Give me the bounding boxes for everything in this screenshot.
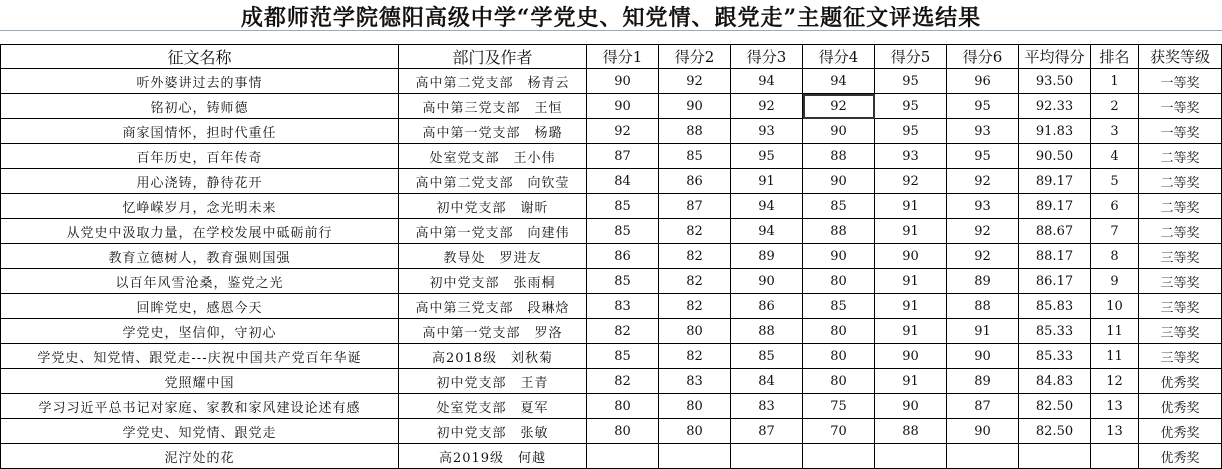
- cell-score5[interactable]: 95: [875, 69, 947, 94]
- cell-award[interactable]: 优秀奖: [1139, 394, 1222, 419]
- header-row: [1, 45, 1222, 69]
- cell-score2[interactable]: 80: [659, 394, 731, 419]
- cell-score3[interactable]: 86: [731, 294, 803, 319]
- cell-score6[interactable]: 95: [947, 94, 1019, 119]
- table-row: [1, 319, 1222, 344]
- cell-award[interactable]: 三等奖: [1139, 319, 1222, 344]
- cell-dept-author[interactable]: 高中第二党支部 向钦莹: [399, 169, 587, 194]
- cell-score6[interactable]: [947, 444, 1019, 469]
- cell-score2[interactable]: 92: [659, 69, 731, 94]
- cell-average[interactable]: 84.83: [1019, 369, 1091, 394]
- cell-score6[interactable]: 96: [947, 69, 1019, 94]
- table-row: [1, 219, 1222, 244]
- cell-score3[interactable]: 88: [731, 319, 803, 344]
- cell-score2[interactable]: 82: [659, 294, 731, 319]
- cell-score4[interactable]: 94: [803, 69, 875, 94]
- cell-award[interactable]: 优秀奖: [1139, 444, 1222, 469]
- cell-title[interactable]: 百年历史，百年传奇: [1, 144, 399, 169]
- cell-title[interactable]: 学党史，坚信仰，守初心: [1, 319, 399, 344]
- cell-score6[interactable]: 90: [947, 419, 1019, 444]
- cell-score5[interactable]: 92: [875, 169, 947, 194]
- cell-score2[interactable]: 82: [659, 344, 731, 369]
- cell-dept-author[interactable]: 处室党支部 夏军: [399, 394, 587, 419]
- cell-score6[interactable]: 93: [947, 194, 1019, 219]
- table-row: [1, 269, 1222, 294]
- cell-score3[interactable]: 94: [731, 69, 803, 94]
- cell-average[interactable]: 85.33: [1019, 344, 1091, 369]
- cell-score4[interactable]: 80: [803, 344, 875, 369]
- cell-score5[interactable]: 88: [875, 419, 947, 444]
- cell-score5[interactable]: 95: [875, 119, 947, 144]
- header-cell-score5[interactable]: 得分5: [875, 45, 947, 69]
- cell-score1[interactable]: 85: [587, 194, 659, 219]
- cell-score3[interactable]: 89: [731, 244, 803, 269]
- cell-score4[interactable]: 80: [803, 319, 875, 344]
- cell-score2[interactable]: 83: [659, 369, 731, 394]
- cell-rank[interactable]: 13: [1091, 394, 1139, 419]
- cell-score6[interactable]: 92: [947, 169, 1019, 194]
- cell-dept-author[interactable]: 初中党支部 谢昕: [399, 194, 587, 219]
- cell-rank[interactable]: 6: [1091, 194, 1139, 219]
- cell-title[interactable]: 听外婆讲过去的事情: [1, 69, 399, 94]
- table-row: [1, 244, 1222, 269]
- cell-average[interactable]: 86.17: [1019, 269, 1091, 294]
- cell-dept-author[interactable]: 高中第三党支部 段琳焓: [399, 294, 587, 319]
- cell-average[interactable]: [1019, 444, 1091, 469]
- header-cell-rank[interactable]: 排名: [1091, 45, 1139, 69]
- cell-title[interactable]: 从党史中汲取力量，在学校发展中砥砺前行: [1, 219, 399, 244]
- cell-rank[interactable]: 4: [1091, 144, 1139, 169]
- cell-score5[interactable]: 91: [875, 269, 947, 294]
- cell-dept-author[interactable]: 初中党支部 张雨桐: [399, 269, 587, 294]
- cell-score1[interactable]: 83: [587, 294, 659, 319]
- cell-rank[interactable]: 8: [1091, 244, 1139, 269]
- cell-title[interactable]: 学习习近平总书记对家庭、家教和家风建设论述有感: [1, 394, 399, 419]
- cell-dept-author[interactable]: 处室党支部 王小伟: [399, 144, 587, 169]
- header-cell-score6[interactable]: 得分6: [947, 45, 1019, 69]
- cell-title[interactable]: 铭初心，铸师德: [1, 94, 399, 119]
- cell-rank[interactable]: 13: [1091, 419, 1139, 444]
- cell-score4[interactable]: 90: [803, 169, 875, 194]
- cell-average[interactable]: 91.83: [1019, 119, 1091, 144]
- cell-average[interactable]: 88.67: [1019, 219, 1091, 244]
- cell-rank[interactable]: 7: [1091, 219, 1139, 244]
- cell-title[interactable]: 回眸党史，感恩今天: [1, 294, 399, 319]
- cell-score3[interactable]: [731, 444, 803, 469]
- cell-score4[interactable]: 70: [803, 419, 875, 444]
- cell-award[interactable]: 三等奖: [1139, 244, 1222, 269]
- cell-dept-author[interactable]: 高中第一党支部 向建伟: [399, 219, 587, 244]
- cell-rank[interactable]: [1091, 444, 1139, 469]
- cell-score4[interactable]: [803, 444, 875, 469]
- cell-score2[interactable]: 87: [659, 194, 731, 219]
- cell-score6[interactable]: 88: [947, 294, 1019, 319]
- cell-score3[interactable]: 94: [731, 219, 803, 244]
- cell-average[interactable]: 90.50: [1019, 144, 1091, 169]
- cell-award[interactable]: 三等奖: [1139, 269, 1222, 294]
- cell-score4[interactable]: 85: [803, 194, 875, 219]
- cell-dept-author[interactable]: 高中第一党支部 罗洛: [399, 319, 587, 344]
- header-cell-award[interactable]: 获奖等级: [1139, 45, 1222, 69]
- cell-score5[interactable]: 91: [875, 319, 947, 344]
- cell-rank[interactable]: 12: [1091, 369, 1139, 394]
- cell-score4[interactable]: 88: [803, 219, 875, 244]
- cell-dept-author[interactable]: 高中第三党支部 王恒: [399, 94, 587, 119]
- cell-score2[interactable]: [659, 444, 731, 469]
- cell-score1[interactable]: 82: [587, 369, 659, 394]
- cell-award[interactable]: 一等奖: [1139, 94, 1222, 119]
- results-table: [0, 44, 1222, 469]
- cell-rank[interactable]: 5: [1091, 169, 1139, 194]
- cell-dept-author[interactable]: 高2018级 刘秋菊: [399, 344, 587, 369]
- cell-score4[interactable]: 90: [803, 244, 875, 269]
- header-cell-dept-author[interactable]: 部门及作者: [399, 45, 587, 69]
- table-row: [1, 69, 1222, 94]
- cell-score1[interactable]: 86: [587, 244, 659, 269]
- cell-dept-author[interactable]: 高2019级 何越: [399, 444, 587, 469]
- cell-score1[interactable]: 87: [587, 144, 659, 169]
- cell-average[interactable]: 89.17: [1019, 194, 1091, 219]
- cell-rank[interactable]: 1: [1091, 69, 1139, 94]
- cell-score2[interactable]: 80: [659, 419, 731, 444]
- table-row: [1, 394, 1222, 419]
- cell-title[interactable]: 泥泞处的花: [1, 444, 399, 469]
- cell-score1[interactable]: 82: [587, 319, 659, 344]
- cell-score3[interactable]: 94: [731, 194, 803, 219]
- cell-average[interactable]: 89.17: [1019, 169, 1091, 194]
- cell-score2[interactable]: 88: [659, 119, 731, 144]
- cell-award[interactable]: 优秀奖: [1139, 419, 1222, 444]
- cell-score6[interactable]: 92: [947, 244, 1019, 269]
- cell-score6[interactable]: 90: [947, 344, 1019, 369]
- cell-score5[interactable]: [875, 444, 947, 469]
- cell-score1[interactable]: 85: [587, 269, 659, 294]
- cell-dept-author[interactable]: 高中第一党支部 杨璐: [399, 119, 587, 144]
- cell-score5[interactable]: 91: [875, 194, 947, 219]
- table-row: [1, 144, 1222, 169]
- cell-score2[interactable]: 85: [659, 144, 731, 169]
- cell-score4[interactable]: 92: [803, 94, 875, 119]
- cell-rank[interactable]: 9: [1091, 269, 1139, 294]
- cell-score3[interactable]: 84: [731, 369, 803, 394]
- cell-score5[interactable]: 90: [875, 344, 947, 369]
- cell-score3[interactable]: 92: [731, 94, 803, 119]
- cell-score5[interactable]: 93: [875, 144, 947, 169]
- cell-score4[interactable]: 90: [803, 119, 875, 144]
- cell-score4[interactable]: 80: [803, 369, 875, 394]
- cell-title[interactable]: 学党史、知党情、跟党走: [1, 419, 399, 444]
- cell-title[interactable]: 用心浇铸，静待花开: [1, 169, 399, 194]
- table-row: [1, 169, 1222, 194]
- cell-score5[interactable]: 91: [875, 294, 947, 319]
- cell-score3[interactable]: 91: [731, 169, 803, 194]
- cell-score5[interactable]: 91: [875, 219, 947, 244]
- cell-score4[interactable]: 85: [803, 294, 875, 319]
- cell-dept-author[interactable]: 教导处 罗进友: [399, 244, 587, 269]
- table-row: [1, 194, 1222, 219]
- cell-score1[interactable]: 85: [587, 344, 659, 369]
- cell-average[interactable]: 82.50: [1019, 394, 1091, 419]
- header-cell-score3[interactable]: 得分3: [731, 45, 803, 69]
- cell-average[interactable]: 85.33: [1019, 319, 1091, 344]
- cell-score1[interactable]: 90: [587, 94, 659, 119]
- cell-rank[interactable]: 2: [1091, 94, 1139, 119]
- cell-score1[interactable]: 85: [587, 219, 659, 244]
- cell-rank[interactable]: 10: [1091, 294, 1139, 319]
- cell-title[interactable]: 商家国情怀，担时代重任: [1, 119, 399, 144]
- cell-score3[interactable]: 90: [731, 269, 803, 294]
- cell-award[interactable]: 三等奖: [1139, 344, 1222, 369]
- cell-average[interactable]: 82.50: [1019, 419, 1091, 444]
- cell-average[interactable]: 92.33: [1019, 94, 1091, 119]
- cell-award[interactable]: 二等奖: [1139, 144, 1222, 169]
- cell-score1[interactable]: 92: [587, 119, 659, 144]
- header-cell-average[interactable]: 平均得分: [1019, 45, 1091, 69]
- cell-score2[interactable]: 82: [659, 219, 731, 244]
- cell-award[interactable]: 一等奖: [1139, 69, 1222, 94]
- cell-award[interactable]: 二等奖: [1139, 169, 1222, 194]
- cell-award[interactable]: 三等奖: [1139, 294, 1222, 319]
- table-row: [1, 294, 1222, 319]
- cell-title[interactable]: 忆峥嵘岁月，念光明未来: [1, 194, 399, 219]
- cell-score6[interactable]: 91: [947, 319, 1019, 344]
- header-cell-score1[interactable]: 得分1: [587, 45, 659, 69]
- cell-score6[interactable]: 93: [947, 119, 1019, 144]
- cell-score4[interactable]: 75: [803, 394, 875, 419]
- cell-title[interactable]: 学党史、知党情、跟党走---庆祝中国共产党百年华诞: [1, 344, 399, 369]
- cell-title[interactable]: 教育立德树人，教育强则国强: [1, 244, 399, 269]
- table-row: [1, 369, 1222, 394]
- cell-rank[interactable]: 3: [1091, 119, 1139, 144]
- cell-award[interactable]: 一等奖: [1139, 119, 1222, 144]
- cell-score3[interactable]: 95: [731, 144, 803, 169]
- header-cell-score2[interactable]: 得分2: [659, 45, 731, 69]
- cell-title[interactable]: 以百年风雪沧桑，鉴党之光: [1, 269, 399, 294]
- table-row: [1, 119, 1222, 144]
- cell-score1[interactable]: [587, 444, 659, 469]
- cell-score1[interactable]: 80: [587, 394, 659, 419]
- cell-score1[interactable]: 80: [587, 419, 659, 444]
- cell-average[interactable]: 93.50: [1019, 69, 1091, 94]
- table-row: [1, 419, 1222, 444]
- cell-score3[interactable]: 93: [731, 119, 803, 144]
- cell-score2[interactable]: 80: [659, 319, 731, 344]
- table-row: [1, 344, 1222, 369]
- cell-score6[interactable]: 89: [947, 269, 1019, 294]
- cell-score6[interactable]: 95: [947, 144, 1019, 169]
- header-cell-title[interactable]: 征文名称: [1, 45, 399, 69]
- cell-score1[interactable]: 90: [587, 69, 659, 94]
- table-row: [1, 94, 1222, 119]
- cell-rank[interactable]: 11: [1091, 319, 1139, 344]
- cell-average[interactable]: 85.83: [1019, 294, 1091, 319]
- page-title: 成都师范学院德阳高级中学“学党史、知党情、跟党走”主题征文评选结果: [240, 5, 982, 31]
- cell-score5[interactable]: 95: [875, 94, 947, 119]
- cell-score3[interactable]: 83: [731, 394, 803, 419]
- cell-score4[interactable]: 88: [803, 144, 875, 169]
- cell-award[interactable]: 优秀奖: [1139, 369, 1222, 394]
- cell-score5[interactable]: 90: [875, 244, 947, 269]
- cell-award[interactable]: 二等奖: [1139, 219, 1222, 244]
- cell-score4[interactable]: 80: [803, 269, 875, 294]
- cell-score2[interactable]: 82: [659, 244, 731, 269]
- cell-score3[interactable]: 87: [731, 419, 803, 444]
- cell-score5[interactable]: 90: [875, 394, 947, 419]
- cell-score6[interactable]: 92: [947, 219, 1019, 244]
- cell-score5[interactable]: 91: [875, 369, 947, 394]
- cell-dept-author[interactable]: 初中党支部 张敏: [399, 419, 587, 444]
- cell-dept-author[interactable]: 初中党支部 王青: [399, 369, 587, 394]
- cell-score1[interactable]: 84: [587, 169, 659, 194]
- cell-score3[interactable]: 85: [731, 344, 803, 369]
- cell-score2[interactable]: 86: [659, 169, 731, 194]
- header-cell-score4[interactable]: 得分4: [803, 45, 875, 69]
- cell-score2[interactable]: 82: [659, 269, 731, 294]
- cell-average[interactable]: 88.17: [1019, 244, 1091, 269]
- table-row: [1, 444, 1222, 469]
- cell-award[interactable]: 二等奖: [1139, 194, 1222, 219]
- cell-rank[interactable]: 11: [1091, 344, 1139, 369]
- cell-score2[interactable]: 90: [659, 94, 731, 119]
- cell-score6[interactable]: 87: [947, 394, 1019, 419]
- cell-score6[interactable]: 89: [947, 369, 1019, 394]
- cell-title[interactable]: 党照耀中国: [1, 369, 399, 394]
- cell-dept-author[interactable]: 高中第二党支部 杨青云: [399, 69, 587, 94]
